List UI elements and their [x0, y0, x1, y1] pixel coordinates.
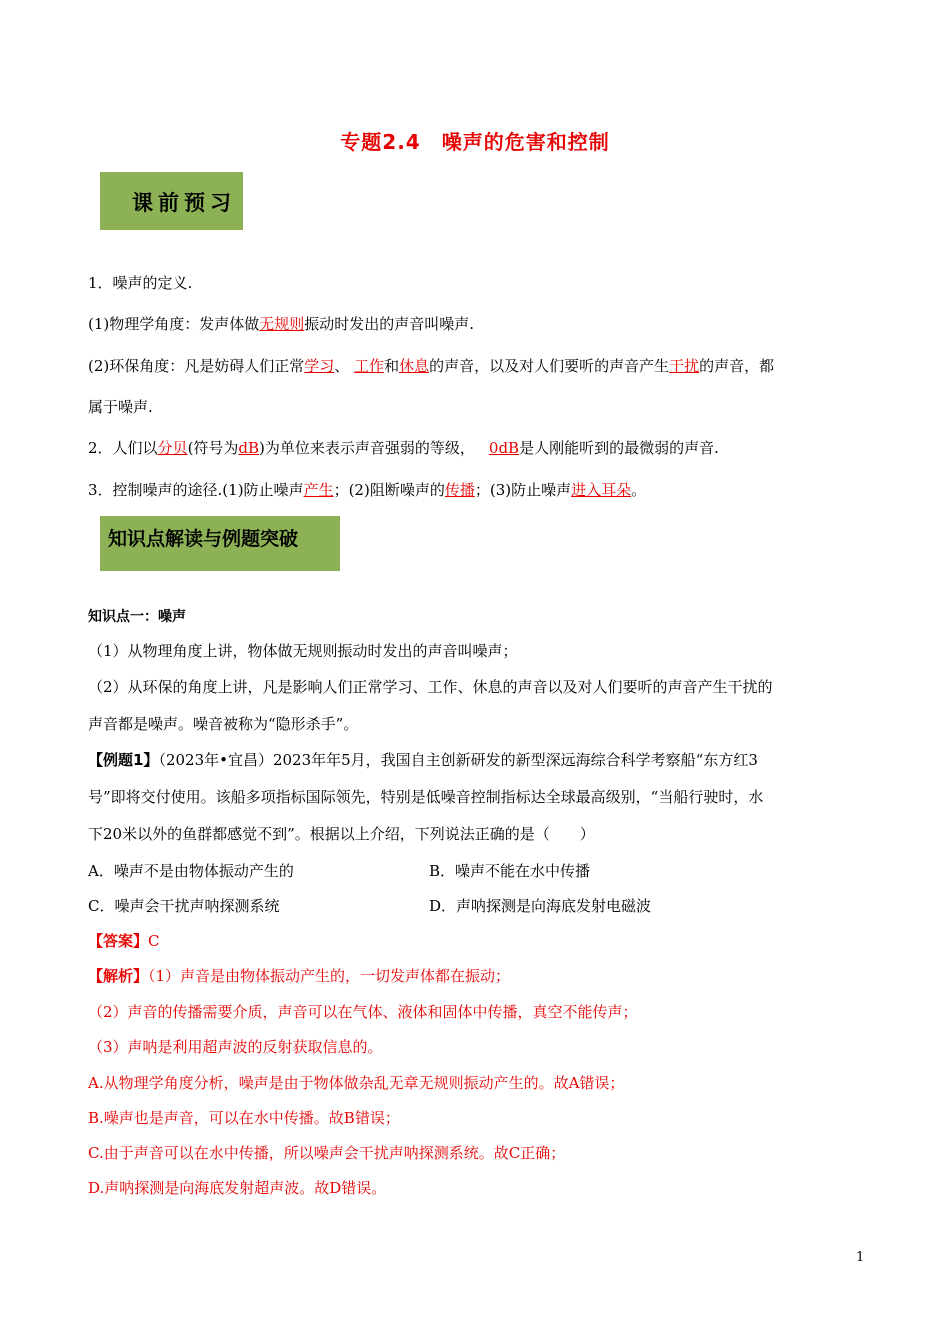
answer-blank: 休息	[399, 357, 430, 375]
section-label-preview-text: 课前预习	[132, 191, 236, 215]
answer-line	[88, 930, 160, 951]
analysis-line2: （2）声音的传播需要介质，声音可以在气体、液体和固体中传播，真空不能传声；	[88, 1003, 638, 1021]
item3-noise-control: 3．控制噪声的途径.(1)防止噪声产生；(2)阻断噪声的传播；(3)防止噪声进入耳朵。	[88, 481, 647, 499]
analysis-line1: 【解析】（1）声音是由物体振动产生的，一切发声体都在振动；	[88, 967, 511, 985]
answer-value: C	[148, 932, 160, 950]
item1-physics-definition: (1)物理学角度：发声体做无规则振动时发出的声音叫噪声.	[88, 315, 475, 333]
example-1-line1: 【例题1】（2023年•宜昌）2023年年5月，我国自主创新研发的新型深远海综合科学考察船“东方红3	[88, 751, 758, 769]
answer-blank: 进入耳朵	[571, 481, 632, 499]
analysis-option-b: B.噪声也是声音，可以在水中传播。故B错误；	[88, 1109, 400, 1127]
knowledge-heading: 知识点一：噪声	[88, 609, 186, 625]
analysis-tag: 【解析】	[88, 967, 149, 985]
example-tag: 【例题1】	[88, 751, 159, 769]
analysis-line3: （3）声呐是利用超声波的反射获取信息的。	[88, 1038, 383, 1056]
knowledge-point-1: （1）从物理角度上讲，物体做无规则振动时发出的声音叫噪声；	[88, 642, 518, 660]
answer-blank: 工作	[354, 357, 385, 375]
answer-blank: 学习	[304, 357, 335, 375]
section-label-preview	[100, 172, 243, 230]
example-1-line3: 下20米以外的鱼群都感觉不到”。根据以上介绍，下列说法正确的是（ ）	[88, 825, 595, 843]
answer-blank: 分贝	[157, 439, 188, 457]
analysis-option-d: D.声呐探测是向海底发射超声波。故D错误。	[88, 1179, 387, 1197]
option-d: D．声呐探测是向海底发射电磁波	[429, 897, 652, 915]
answer-blank: 0dB	[488, 439, 520, 457]
answer-blank: 干扰	[669, 357, 700, 375]
item1-heading: 1．噪声的定义.	[88, 274, 193, 292]
knowledge-point-2-line2: 声音都是噪声。噪音被称为“隐形杀手”。	[88, 715, 359, 733]
knowledge-point-2-line1: （2）从环保的角度上讲，凡是影响人们正常学习、工作、休息的声音以及对人们要听的声音产生干扰的	[88, 678, 773, 696]
answer-tag: 【答案】	[88, 932, 149, 950]
example-1-line2: 号”即将交付使用。该船多项指标国际领先，特别是低噪音控制指标达全球最高级别，“当船行驶时，水	[88, 788, 764, 806]
item2-decibel: 2．人们以分贝(符号为dB)为单位来表示声音强弱的等级， 0dB是人刚能听到的最微弱的声音.	[88, 439, 719, 457]
analysis-option-c: C.由于声音可以在水中传播，所以噪声会干扰声呐探测系统。故C正确；	[88, 1144, 566, 1162]
item1-environment-definition-cont: 属于噪声.	[88, 398, 153, 416]
option-a: A．噪声不是由物体振动产生的	[88, 862, 294, 880]
section-label-knowledge-text: 知识点解读与例题突破	[108, 528, 299, 550]
answer-blank: 传播	[444, 481, 475, 499]
section-label-knowledge	[100, 516, 340, 571]
analysis-option-a: A.从物理学角度分析，噪声是由于物体做杂乱无章无规则振动产生的。故A错误；	[88, 1074, 625, 1092]
answer-blank: 产生	[303, 481, 334, 499]
page-number: 1	[856, 1250, 865, 1265]
option-c: C．噪声会干扰声呐探测系统	[88, 897, 280, 915]
item1-environment-definition: (2)环保角度：凡是妨碍人们正常学习、 工作和休息的声音，以及对人们要听的声音产生干扰的声音，都	[88, 357, 775, 375]
answer-blank: dB	[238, 439, 260, 457]
option-b: B．噪声不能在水中传播	[429, 862, 591, 880]
answer-blank: 无规则	[259, 315, 305, 333]
page-title: 专题2.4 噪声的危害和控制	[340, 130, 610, 154]
